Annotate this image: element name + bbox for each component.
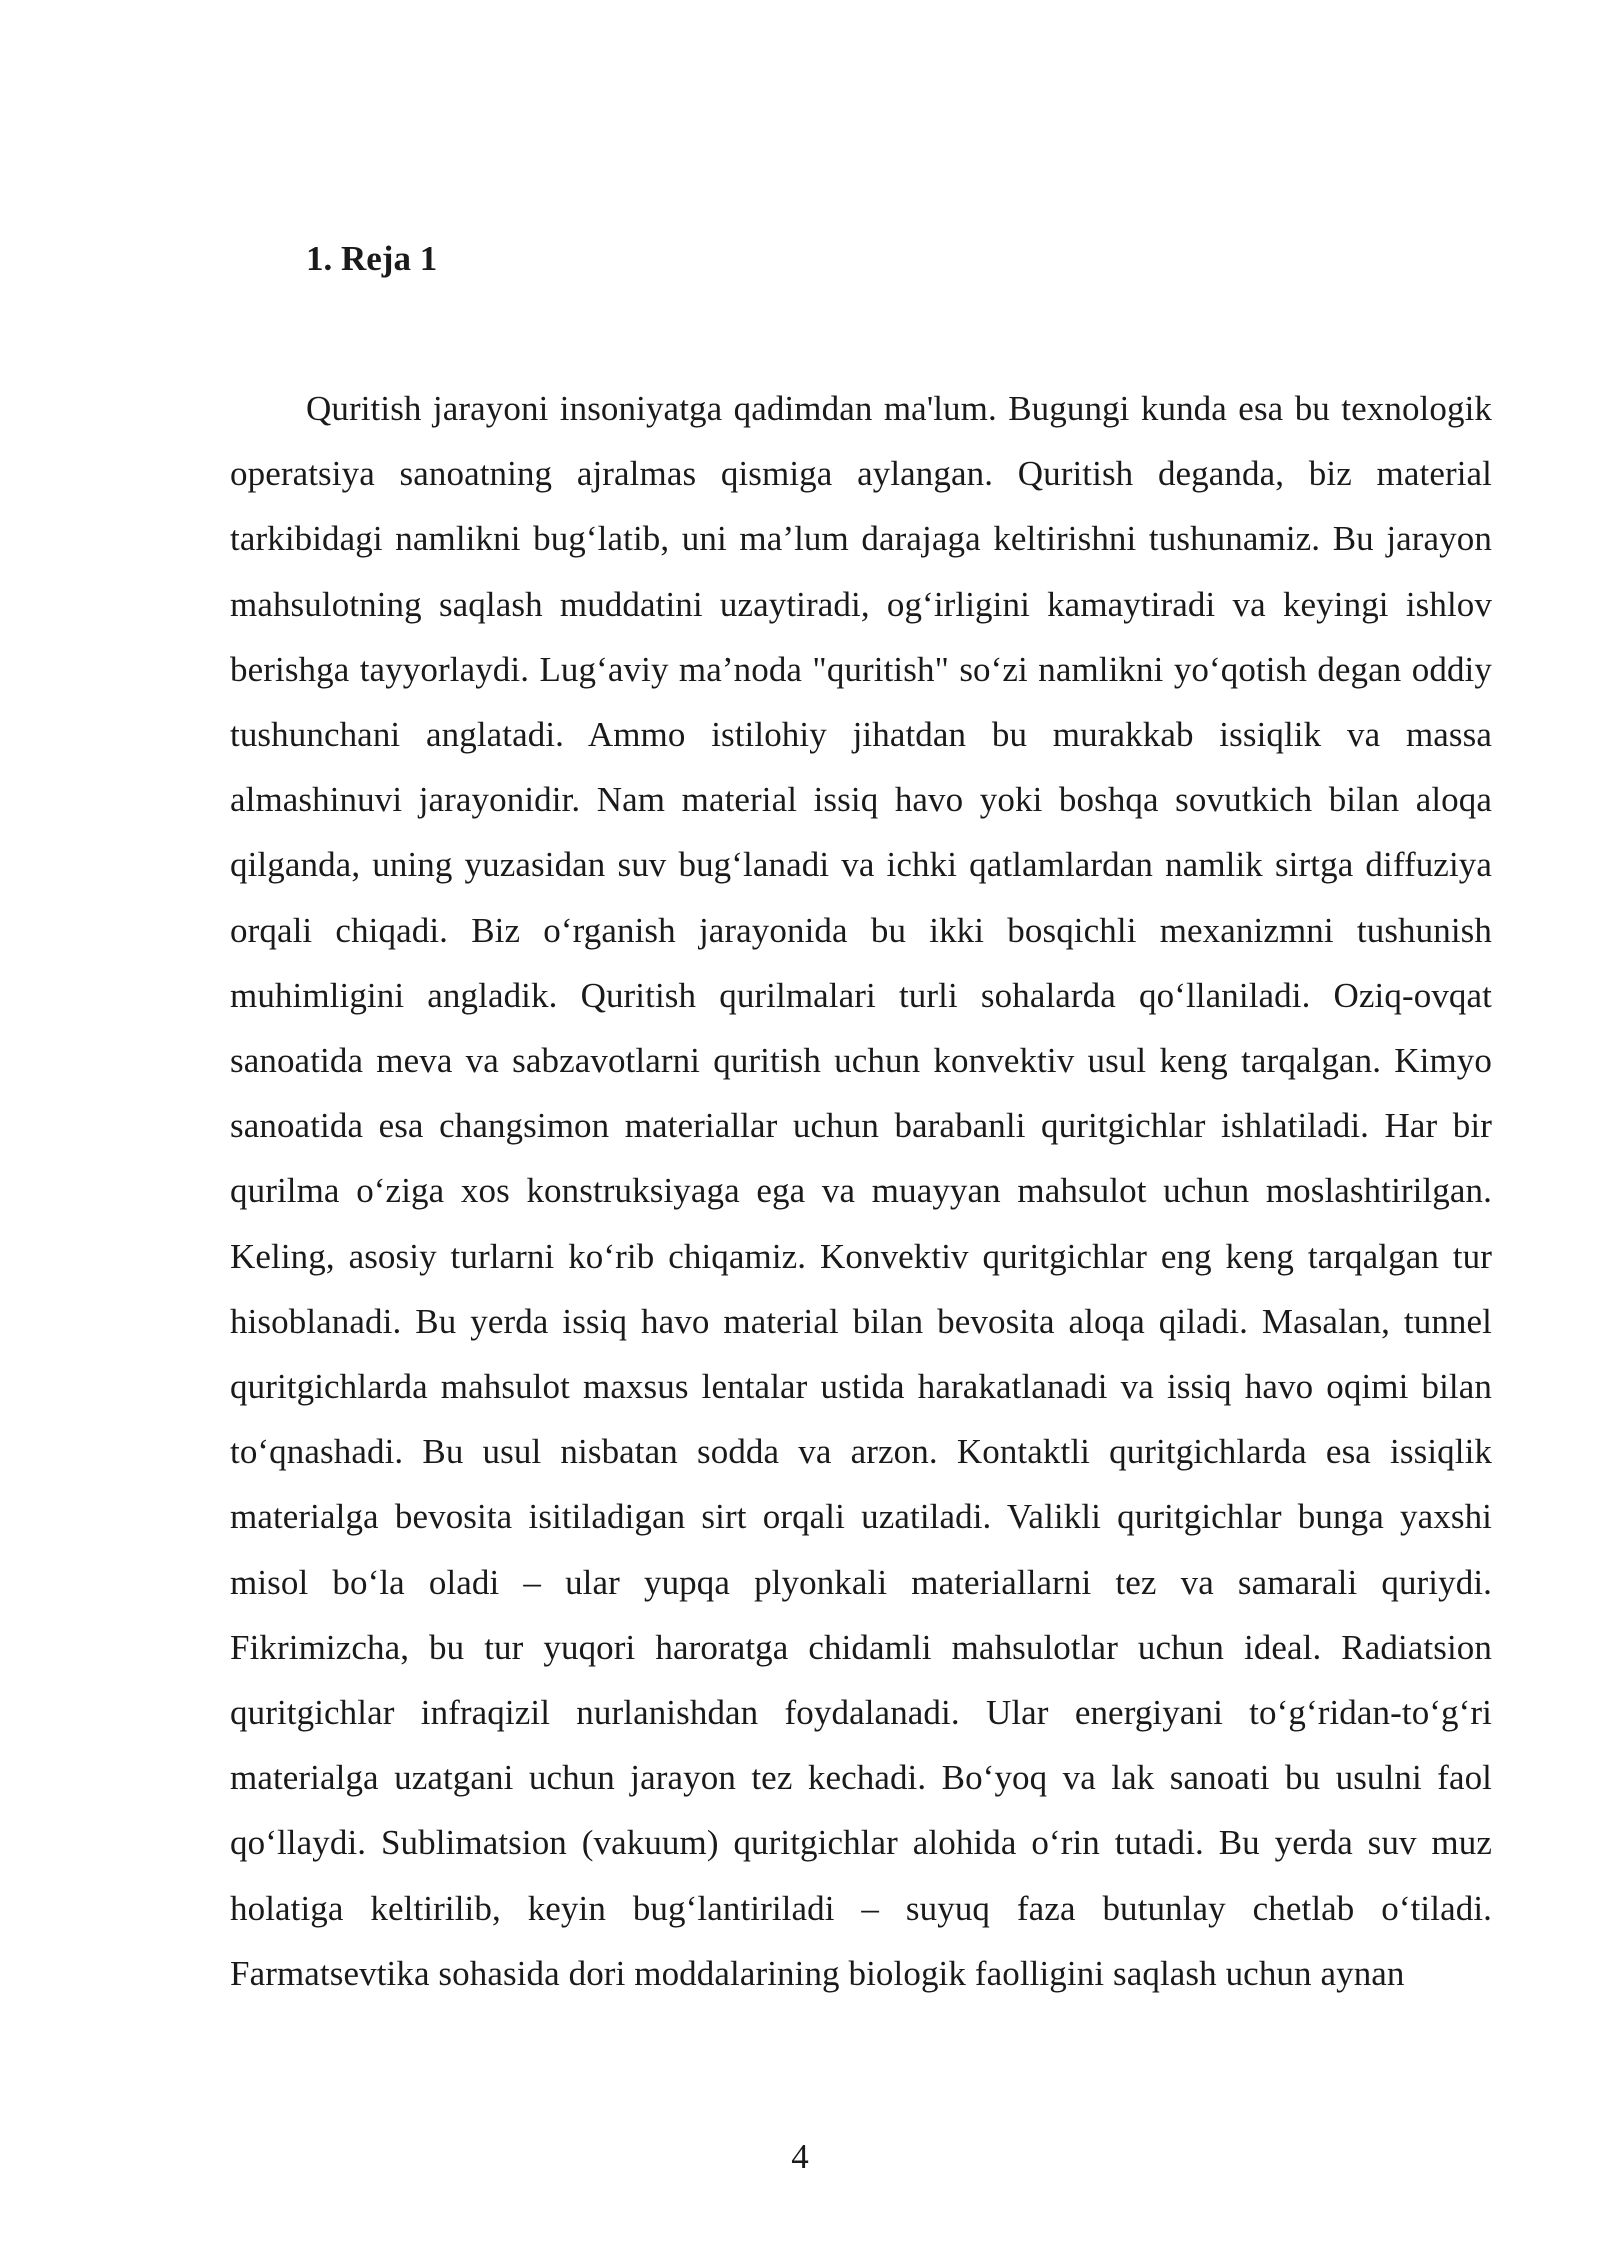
body-paragraph: Quritish jarayoni insoniyatga qadimdan ma'lum. Bugungi kunda esa bu texnologik operatsiya sanoatning ajralmas qismiga aylangan. Quritish deganda, biz material tarkibidagi namlikni bug‘latib, uni ma’lum darajaga keltirishni tushunamiz. Bu jarayon mahsulotning saqlash muddatini uzaytiradi, og‘irligini kamaytiradi va keyingi ishlov berishga tayyorlaydi. Lug‘aviy ma’noda "quritish" so‘zi namlikni yo‘qotish degan oddiy tushunchani anglatadi. Ammo istilohiy jihatdan bu murakkab issiqlik va massa almashinuvi jarayonidir. Nam material issiq havo yoki boshqa sovutkich bilan aloqa qilganda, uning yuzasidan suv bug‘lanadi va ichki qatlamlardan namlik sirtga diffuziya orqali chiqadi. Biz o‘rganish jarayonida bu ikki bosqichli mexanizmni tushunish muhimligini angladik. Quritish qurilmalari turli sohalarda qo‘llaniladi. Oziq-ovqat sanoatida meva va sabzavotlarni quritish uchun konvektiv usul keng tarqalgan. Kimyo sanoatida esa changsimon materiallar uchun barabanli quritgichlar ishlatiladi. Har bir qurilma o‘ziga xos konstruksiyaga ega va muayyan mahsulot uchun moslashtirilgan. Keling, asosiy turlarni ko‘rib chiqamiz. Konvektiv quritgichlar eng keng tarqalgan tur hisoblanadi. Bu yerda issiq havo material bilan bevosita aloqa qiladi. Masalan, tunnel quritgichlarda mahsulot maxsus lentalar ustida harakatlanadi va issiq havo oqimi bilan to‘qnashadi. Bu usul nisbatan sodda va arzon. Kontaktli quritgichlarda esa issiqlik materialga bevosita isitiladigan sirt orqali uzatiladi. Valikli quritgichlar bunga yaxshi misol bo‘la oladi – ular yupqa plyonkali materiallarni tez va samarali quriydi. Fikrimizcha, bu tur yuqori haroratga chidamli mahsulotlar uchun ideal. Radiatsion quritgichlar infraqizil nurlanishdan foydalanadi. Ular energiyani to‘g‘ridan-to‘g‘ri materialga uzatgani uchun jarayon tez kechadi. Bo‘yoq va lak sanoati bu usulni faol qo‘llaydi. Sublimatsion (vakuum) quritgichlar alohida o‘rin tutadi. Bu yerda suv muz holatiga keltirilib, keyin bug‘lantiriladi – suyuq faza butunlay chetlab o‘tiladi. Farmatsevtika sohasida dori moddalarining biologik faolligini saqlash uchun aynan	[230, 389, 1492, 1993]
page-number: 4	[791, 2137, 809, 2176]
section-heading: 1. Reja 1	[306, 239, 438, 278]
